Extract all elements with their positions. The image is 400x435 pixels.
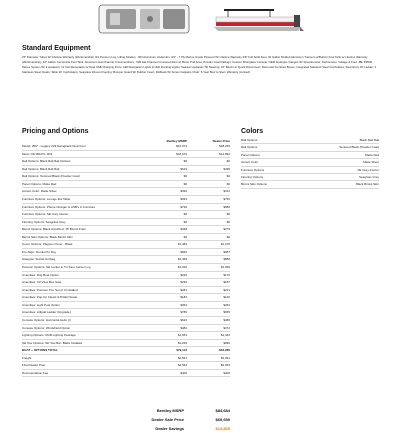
pricing-row-dealer: $0 bbox=[226, 159, 230, 164]
pricing-row-dealer: $0 bbox=[226, 174, 230, 179]
pricing-row-dealer: $750 bbox=[223, 196, 230, 201]
totals-row-label: Dealer Savings bbox=[155, 426, 184, 431]
pricing-row-dealer: $0 bbox=[226, 212, 230, 217]
pricing-row-dealer: $63,286 bbox=[219, 348, 230, 353]
pricing-row-dealer: $486 bbox=[223, 317, 230, 322]
totals-row bbox=[120, 415, 232, 424]
pricing-row bbox=[22, 355, 230, 363]
totals-row-value: $69,659 bbox=[215, 417, 230, 422]
colors-row bbox=[241, 144, 379, 151]
pricing-row-msrp: $0 bbox=[183, 181, 187, 186]
pricing-row-label: Furniture Options: Lounge Ent Table bbox=[22, 196, 71, 201]
colors-title: Colors bbox=[241, 128, 264, 135]
colors-table bbox=[241, 137, 379, 189]
pricing-row bbox=[22, 234, 230, 242]
colors-row-value: Matte Red bbox=[365, 152, 379, 157]
totals-row bbox=[120, 406, 232, 415]
pricing-row-label: Model: 250* - Legacy 223 Swingback Dual Cool bbox=[22, 144, 86, 148]
pricing-row bbox=[22, 219, 230, 227]
pricing-row bbox=[22, 166, 230, 174]
pricing-row-label: Cover Options: Playpen Cover - Black bbox=[22, 242, 73, 247]
pricing-row-label: Glasgow: Suzuki Horbag bbox=[22, 257, 56, 262]
pricing-row-msrp: $79,113 bbox=[176, 348, 187, 353]
pricing-row-msrp: $43,072 bbox=[176, 144, 187, 148]
pricing-row bbox=[22, 143, 230, 151]
pricing-row-msrp: $622 bbox=[180, 317, 187, 322]
pricing-row-msrp: $933 bbox=[180, 196, 187, 201]
pricing-row bbox=[22, 332, 230, 340]
pricing-row bbox=[22, 211, 230, 219]
pricing-row-dealer: $996 bbox=[223, 340, 230, 345]
standard-equipment-text: 25" Diameter Tubes W/ Lifetime Warranty (Workmanship) 3rd Pontoon Log, Lifting Strakes, .063 Aluminum Underskin, 3/4" - 7 Ply Marine Grade Plywood W/ Lifetime Warranty 3/8" Full Solid Keel, 40 Gallon Molded Aluminum Transom w/Built-In Fuel Tank w/ Lifetime Warranty (Workmanship), 32" Gallon Composite Fuel Tank, Aluminum Hat Channel Crossmembers, .090 Hat Channel Crossmembers w/ Motor Pod Area; Powder Coat Railings; Custom Fiberglass Console; OEM Analogue Gauges W/ Speedometer, Tachometer, Voltage & Fuel; JBL R3500 Stereo System W/ 4 speakers; 12 Volt Receptacle w/ Dual USB Charging Ports; LED Navigation Lights & LED Docking Lights; Seastar Hydraulic Tilt Steering; 15" Bimini w/ Quick Disconnect; Rota-cast Furniture Boxes; Integrated Stainless Steel Cupholders; Rear Entry W/ Ladder; 4 Stainless Steel Cleats; Table W/ Cupholders; Seagrass Woven Flooring; Bumper Guard W/ Rubber Insert; Rollback W/ Screw Captains Chair; 5-Year Bow to Stern Warranty (Limited) bbox=[22, 55, 377, 75]
colors-row-label: Panel Options bbox=[241, 152, 260, 157]
pricing-row-label: Documentation Fee bbox=[22, 370, 49, 375]
pricing-row-label: Amenities: Light Post Option bbox=[22, 302, 60, 307]
pricing-row bbox=[22, 226, 230, 234]
pricing-table bbox=[22, 143, 230, 377]
colors-row bbox=[241, 181, 379, 188]
pricing-row-msrp: $0 bbox=[183, 212, 187, 217]
pricing-row-label: Amenities: Lilliputt Ladder (Upgrade) bbox=[22, 310, 71, 315]
pricing-row bbox=[22, 317, 230, 325]
pricing-row-dealer: $270 bbox=[223, 227, 230, 232]
pricing-row-dealer: $38,250 bbox=[219, 144, 230, 148]
pricing-row-msrp: $619 bbox=[180, 166, 187, 171]
pricing-row-dealer: $0 bbox=[226, 181, 230, 186]
pricing-row-dealer: $0 bbox=[226, 219, 230, 224]
pricing-header-msrp: Bentley MSRP bbox=[166, 139, 187, 143]
colors-row-label: Rail Options bbox=[241, 138, 258, 142]
pricing-row bbox=[22, 249, 230, 257]
pricing-row bbox=[22, 309, 230, 317]
pricing-row-label: Ski Tow Options: Ski Tow Bar- Black Installed bbox=[22, 340, 83, 345]
pricing-row-msrp: $0 bbox=[183, 219, 187, 224]
pricing-row-msrp: $364 bbox=[180, 302, 187, 307]
pricing-row-label: Pontoon Options: Ski Locker in Tri-Tone Center Log bbox=[22, 265, 91, 269]
pricing-row-label: Amenities: CZ View Box Gate bbox=[22, 280, 62, 285]
colors-row-label: Rail Options bbox=[241, 145, 258, 150]
pricing-row-msrp: $2,563 bbox=[177, 363, 187, 368]
totals-summary bbox=[120, 406, 232, 433]
pricing-row-dealer: $262 bbox=[223, 302, 230, 307]
pricing-row-dealer: $312 bbox=[223, 189, 230, 194]
pricing-row bbox=[22, 272, 230, 280]
pricing-row-msrp: $484 bbox=[180, 325, 187, 330]
totals-row bbox=[120, 424, 232, 433]
pricing-row bbox=[22, 287, 230, 295]
pricing-row bbox=[22, 173, 230, 181]
pricing-row-msrp: $1,384 bbox=[177, 242, 187, 247]
pricing-row-label: Rail Options: Black Rail Rail Options bbox=[22, 159, 71, 164]
pricing-row bbox=[22, 340, 230, 348]
colors-row-value: Black Bimini Skin bbox=[355, 182, 379, 187]
pricing-row-msrp: $220 bbox=[180, 272, 187, 277]
pricing-row-msrp: $0 bbox=[183, 159, 187, 164]
pricing-row-dealer: $1,090 bbox=[220, 265, 230, 269]
pricing-row bbox=[22, 181, 230, 189]
pricing-row bbox=[22, 241, 230, 249]
pricing-row bbox=[22, 370, 230, 378]
pricing-row-msrp: $1,653 bbox=[177, 333, 187, 338]
colors-row-value: Seagrass Grey bbox=[358, 174, 379, 179]
colors-row bbox=[241, 152, 379, 159]
pricing-row-label: Furniture Options: SE Grey Interior bbox=[22, 212, 69, 217]
pricing-row-msrp: $1,225 bbox=[177, 340, 187, 345]
totals-row-value: $84,684 bbox=[215, 408, 230, 413]
pricing-row bbox=[22, 204, 230, 212]
pricing-row-dealer: $1,342 bbox=[220, 333, 230, 338]
pricing-row-dealer: $170 bbox=[223, 272, 230, 277]
pricing-row-msrp: $392 bbox=[180, 189, 187, 194]
pricing-row-label: Rail Options: Black Rail Rail bbox=[22, 166, 60, 171]
pricing-row-label: Bimini Options: Black Anodized, 15' Bimini Fram bbox=[22, 227, 86, 232]
colors-row bbox=[241, 167, 379, 174]
pricing-row-dealer: $146 bbox=[223, 295, 230, 300]
pricing-row-msrp: $780 bbox=[180, 310, 187, 315]
boat-top-view-image bbox=[98, 3, 190, 35]
pricing-row-dealer: $2,051 bbox=[220, 355, 230, 360]
pricing-row-msrp: $182 bbox=[180, 295, 187, 300]
pricing-row-label: Rail Options: Textured Black (Powder Coat) bbox=[22, 174, 80, 179]
pricing-row-label: Amenities: Dog Boat Option bbox=[22, 272, 60, 277]
boat-side-view-image bbox=[210, 3, 306, 35]
pricing-row-msrp: $0 bbox=[183, 234, 187, 239]
pricing-row bbox=[22, 151, 230, 159]
pricing-row-label: Amenities: Pop-Up Cleats & 8 Rail Cleats bbox=[22, 295, 78, 300]
pricing-row-label: Accent Color: Matte Silver bbox=[22, 189, 57, 194]
pricing-row bbox=[22, 302, 230, 310]
pricing-row-label: Amenities: Pontoon Pro: Set of 4 Installed bbox=[22, 287, 78, 292]
pricing-header-dealer: Dealer Price bbox=[212, 139, 230, 143]
pricing-row-label: Freight bbox=[22, 355, 32, 360]
pricing-row-msrp: $2,551 bbox=[177, 355, 187, 360]
pricing-row-dealer: $405 bbox=[223, 370, 230, 375]
pricing-row bbox=[22, 362, 230, 370]
pricing-row-msrp: $846 bbox=[180, 249, 187, 254]
totals-row-value: $14,835 bbox=[215, 426, 230, 431]
pricing-row-msrp: $730 bbox=[180, 204, 187, 209]
totals-row-label: Bentley MSRP bbox=[156, 408, 184, 413]
pricing-row-dealer: $1,105 bbox=[220, 242, 230, 247]
pricing-row-dealer: $495 bbox=[223, 166, 230, 171]
pricing-row-msrp: $0 bbox=[183, 174, 187, 179]
pricing-row-label: Flooring Options: Seagrass Grey bbox=[22, 219, 66, 224]
pricing-row-dealer: $687 bbox=[223, 249, 230, 254]
pricing-row-msrp: $230 bbox=[180, 280, 187, 285]
colors-row bbox=[241, 137, 379, 144]
pricing-row-dealer: $655 bbox=[223, 310, 230, 315]
pricing-row bbox=[22, 196, 230, 204]
colors-row-value: Textured Black (Powder Coat) bbox=[339, 145, 379, 150]
pricing-row bbox=[22, 325, 230, 333]
pricing-row-msrp: $1,469 bbox=[177, 257, 187, 262]
pricing-row bbox=[22, 264, 230, 272]
pricing-row-dealer: $187 bbox=[223, 280, 230, 285]
pricing-row bbox=[22, 158, 230, 166]
boat-images bbox=[0, 0, 400, 40]
pricing-row bbox=[22, 294, 230, 302]
pricing-row-msrp: $281 bbox=[180, 287, 187, 292]
colors-row bbox=[241, 174, 379, 181]
pricing-row bbox=[22, 256, 230, 264]
pricing-row-dealer: $14,892 bbox=[219, 151, 230, 156]
colors-row-label: Furniture Options bbox=[241, 167, 265, 172]
standard-equipment-title: Standard Equipment bbox=[22, 45, 91, 52]
pricing-row-label: Console Options: Horizontal Helm (I) bbox=[22, 317, 71, 322]
totals-row-label: Dealer Sale Price bbox=[151, 417, 184, 422]
colors-row bbox=[241, 159, 379, 166]
pricing-row bbox=[22, 347, 230, 355]
pricing-row-label: BOAT + OPTIONS TOTAL bbox=[22, 348, 58, 353]
pricing-title: Pricing and Options bbox=[22, 128, 89, 135]
pricing-row-label: Pro Align: Suzuki Pro Rig bbox=[22, 249, 56, 254]
pricing-row-msrp: $18,670 bbox=[176, 151, 187, 156]
colors-row-value: SE Grey Interior bbox=[357, 167, 379, 172]
pricing-row-msrp: $405 bbox=[180, 370, 187, 375]
colors-row-label: Flooring Options bbox=[241, 174, 264, 179]
pricing-row-label: Console Options: Windshield Option bbox=[22, 325, 71, 330]
pricing-row-label: Lighting Options: RGB Lighting Package bbox=[22, 333, 76, 338]
colors-row-label: Accent Color bbox=[241, 160, 259, 165]
colors-row-value: Black Rail Rail bbox=[359, 138, 379, 142]
colors-row-value: Matte Silver bbox=[363, 160, 379, 165]
pricing-row-dealer: $0 bbox=[226, 234, 230, 239]
pricing-row-dealer: $886 bbox=[223, 257, 230, 262]
pricing-row-dealer: $580 bbox=[223, 204, 230, 209]
pricing-row-msrp: $348 bbox=[180, 227, 187, 232]
pricing-row-label: Panel Options: Matte Red bbox=[22, 181, 57, 186]
pricing-row-label: Motor: DF150ATL 11IS bbox=[22, 151, 53, 156]
colors-row-label: Bimini Skin Options bbox=[241, 182, 268, 187]
pricing-row-label: Furniture Options: Phone Charger & USB's in Furniture bbox=[22, 204, 96, 209]
pricing-row-msrp: $1,030 bbox=[177, 265, 187, 269]
pricing-row bbox=[22, 188, 230, 196]
pricing-row-label: Final Dealer Prep bbox=[22, 363, 46, 368]
pricing-row bbox=[22, 279, 230, 287]
pricing-row-dealer: $2,653 bbox=[220, 363, 230, 368]
pricing-row-dealer: $372 bbox=[223, 325, 230, 330]
pricing-row-label: Bimini Skin Options: Black Bimini Skin bbox=[22, 234, 73, 239]
pricing-row-dealer: $221 bbox=[223, 287, 230, 292]
